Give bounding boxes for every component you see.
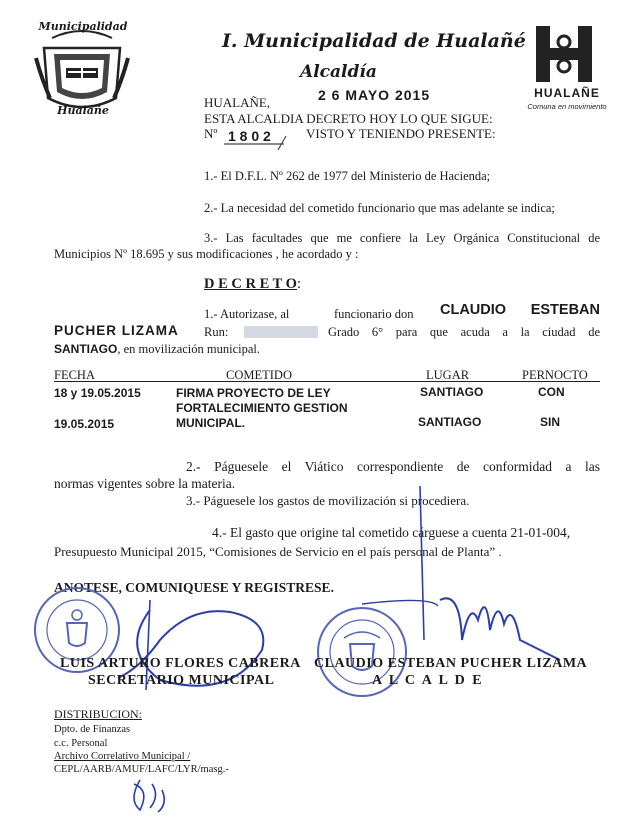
hualane-logo-icon <box>534 24 594 84</box>
seal-text-top: Municipalidad <box>38 20 128 33</box>
col-header-fecha: FECHA <box>54 368 95 382</box>
p2-line1: 2.- Páguesele el Viático correspondiente de conformidad a las <box>186 459 600 474</box>
distribution-item-3: Archivo Correlativo Municipal / <box>54 751 191 762</box>
col-header-lugar: LUGAR <box>426 368 470 382</box>
col-header-cometido: COMETIDO <box>226 368 292 382</box>
table-row-1-lugar: SANTIAGO <box>420 385 484 399</box>
page-subtitle: Alcaldía <box>300 62 377 82</box>
p1-d: , en movilización municipal. <box>117 342 261 356</box>
decreto-heading <box>204 276 301 293</box>
table-row-2-cometido: FORTALECIMIENTO GESTION <box>176 401 348 415</box>
logo-tagline: Comuna en movimiento <box>527 102 607 111</box>
col-header-pernocto: PERNOCTO <box>522 368 588 382</box>
table-row-3-cometido: MUNICIPAL. <box>176 416 246 430</box>
table-row-3-pernocto: SIN <box>540 415 561 429</box>
distribution-item-1: Dpto. de Finanzas <box>54 724 131 735</box>
considerando-1: 1.- El D.F.L. Nº 262 de 1977 del Ministerio de Hacienda; <box>204 169 491 183</box>
p1-run-label: Run: <box>204 325 229 339</box>
table-row-1-cometido: FIRMA PROYECTO DE LEY <box>176 386 331 400</box>
p4-line1: 4.- El gasto que origine tal cometido cárguese a cuenta 21-01-004, <box>212 525 571 540</box>
table-row-3-lugar: SANTIAGO <box>418 415 482 429</box>
date-stamp: 2 6 MAYO 2015 <box>318 87 431 103</box>
p1-a: 1.- Autorizase, al <box>204 307 290 321</box>
p1-name1: CLAUDIO ESTEBAN <box>440 302 600 318</box>
signer-right-title: A L C A L D E <box>372 673 484 688</box>
table-row-3-fecha: 19.05.2015 <box>54 417 115 431</box>
signer-left-name: LUIS ARTURO FLORES CABRERA <box>60 656 301 671</box>
page-title: I. Municipalidad de Hualañé <box>222 30 526 52</box>
table-row-1-pernocto: CON <box>538 385 565 399</box>
signer-right-name: CLAUDIO ESTEBAN PUCHER LIZAMA <box>314 656 588 671</box>
decree-line: ESTA ALCALDIA DECRETO HOY LO QUE SIGUE: <box>204 111 493 126</box>
considerando-2: 2.- La necesidad del cometido funcionario que mas adelante se indica; <box>204 201 555 215</box>
considerando-3-cont: Municipios Nº 18.695 y sus modificaciones , he acordado y : <box>54 247 359 261</box>
place-label: HUALAÑE, <box>204 95 271 110</box>
p2-line2: normas vigentes sobre la materia. <box>54 476 236 491</box>
decreto-title: D E C R E T O <box>204 276 297 292</box>
visto-line: VISTO Y TENIENDO PRESENTE: <box>306 126 496 141</box>
logo-name: HUALAÑE <box>534 86 600 100</box>
distribution-item-2: c.c. Personal <box>54 738 108 749</box>
hualane-logo <box>522 24 612 114</box>
p4-line2: Presupuesto Municipal 2015, “Comisiones de Servicio en el país personal de Planta” . <box>54 544 502 559</box>
municipal-seal <box>32 20 132 120</box>
p1-city: SANTIAGO <box>54 342 118 356</box>
signer-left-title: SECRETARIO MUNICIPAL <box>88 673 275 688</box>
p1-b: funcionario don <box>334 307 414 321</box>
p1-name2: PUCHER LIZAMA <box>54 323 179 338</box>
number-label: Nº <box>204 126 218 141</box>
closing-line: ANOTESE, COMUNIQUESE Y REGISTRESE. <box>54 580 334 595</box>
table-top-rule <box>54 381 600 382</box>
p1-city-line <box>54 341 260 358</box>
decreto-colon: : <box>296 276 301 292</box>
decree-number: 1 8 0 2 <box>228 128 271 144</box>
distribution-title: DISTRIBUCION: <box>54 707 143 721</box>
run-redaction <box>244 326 318 338</box>
seal-text-bottom: Hualañe <box>57 104 109 117</box>
table-row-1-fecha: 18 y 19.05.2015 <box>54 386 141 400</box>
number-underline-icon <box>222 132 292 152</box>
p3: 3.- Páguesele los gastos de movilización si procediera. <box>186 493 470 508</box>
distribution-item-4: CEPL/AARB/AMUF/LAFC/LYR/masg.- <box>54 764 229 775</box>
considerando-3: 3.- Las facultades que me confiere la Ley Orgánica Constitucional de <box>204 231 600 245</box>
p1-c: Grado 6° para que acuda a la ciudad de <box>328 325 600 339</box>
